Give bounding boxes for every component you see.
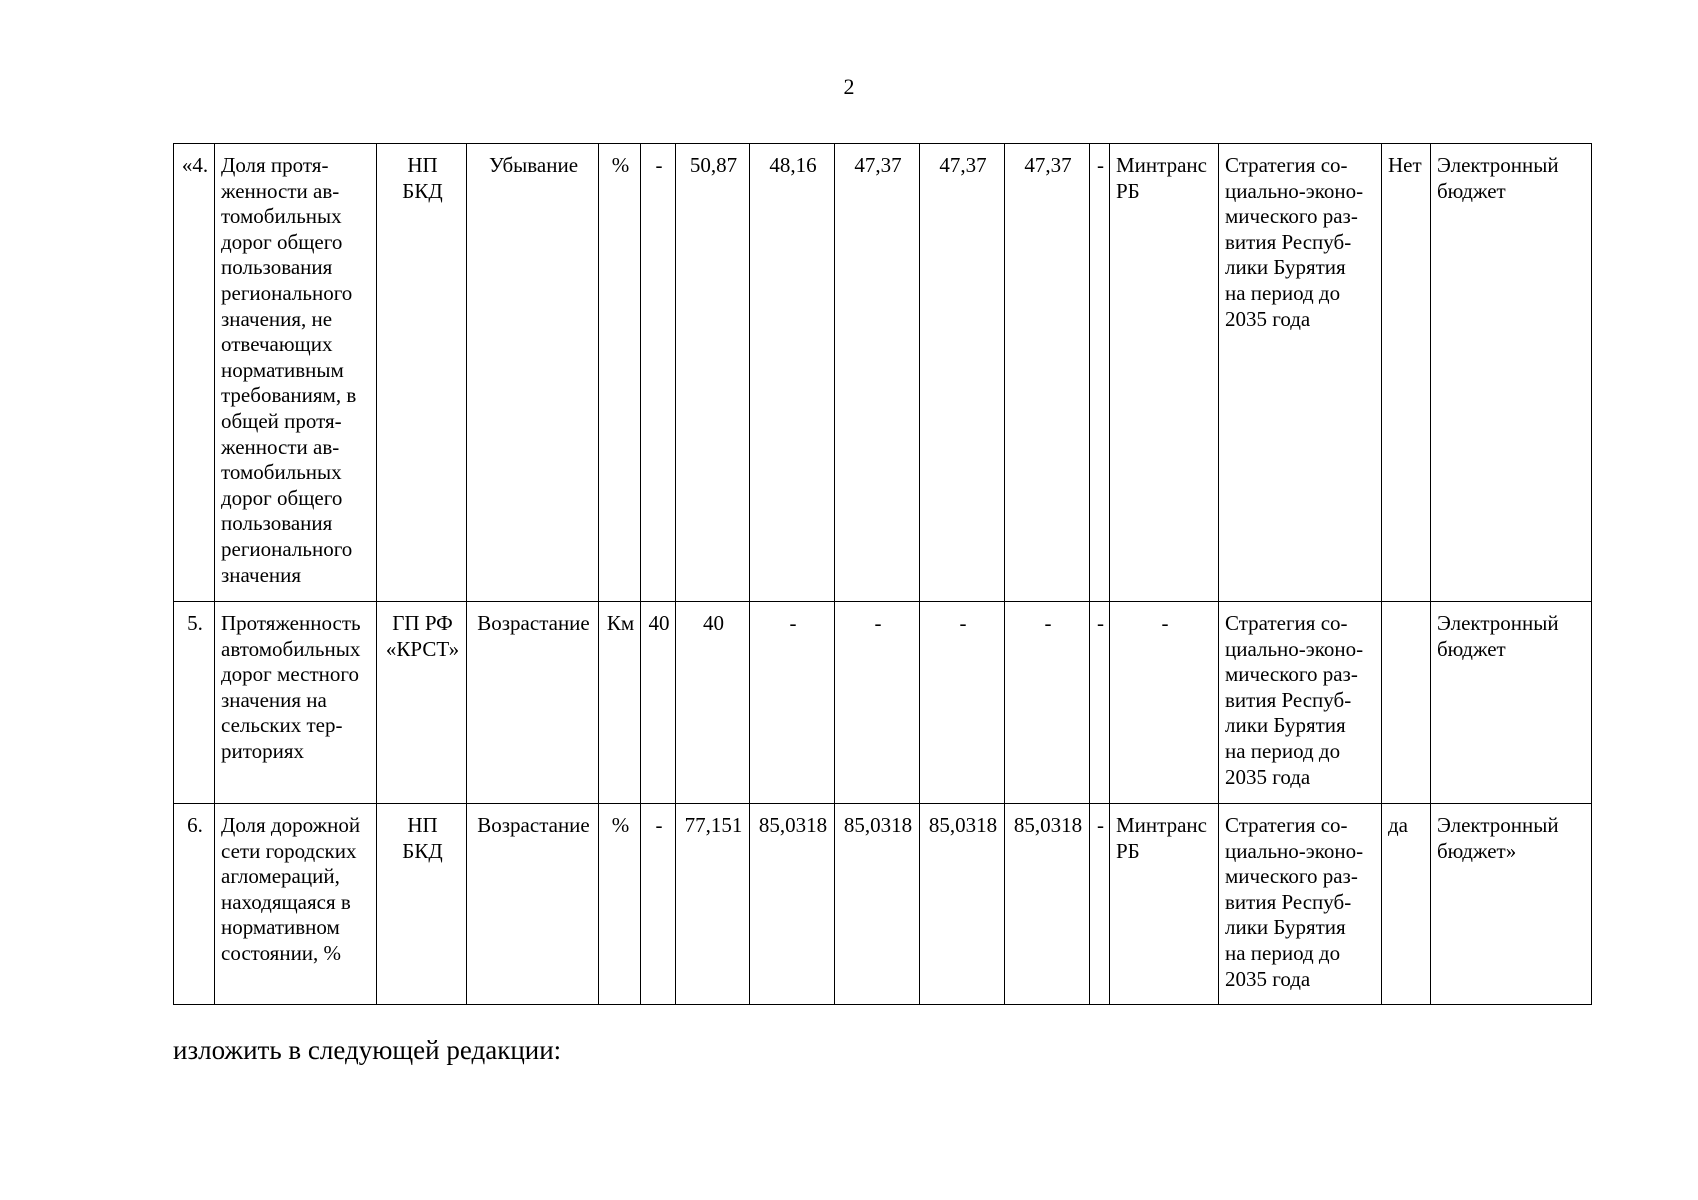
indicator-responsible-text: Минтранс РБ (1116, 153, 1207, 203)
indicator-flag: да (1382, 804, 1431, 1005)
indicator-direction: Убывание (467, 144, 599, 602)
indicator-system (1431, 602, 1592, 804)
indicator-name (215, 602, 377, 804)
indicator-value-6: - (1090, 602, 1110, 804)
indicator-value-1: 77,151 (676, 804, 750, 1005)
indicator-unit: Км (599, 602, 641, 804)
indicator-level-text: ГП РФ «КРСТ» (385, 611, 460, 661)
table-row (174, 602, 1592, 804)
indicator-unit: % (599, 804, 641, 1005)
indicator-value-5: 85,0318 (1005, 804, 1090, 1005)
table-row (174, 144, 1592, 602)
indicator-base: - (641, 804, 676, 1005)
indicator-value-1: 40 (676, 602, 750, 804)
indicator-system-text: Электронный бюджет (1437, 153, 1559, 203)
indicator-responsible (1110, 602, 1219, 804)
indicator-name (215, 804, 377, 1005)
indicator-document (1219, 144, 1382, 602)
indicator-system (1431, 804, 1592, 1005)
indicator-value-6: - (1090, 144, 1110, 602)
indicator-level (377, 144, 467, 602)
indicator-document (1219, 804, 1382, 1005)
indicators-table (173, 143, 1592, 1005)
indicator-base: - (641, 144, 676, 602)
indicator-value-2: 48,16 (750, 144, 835, 602)
indicator-responsible (1110, 144, 1219, 602)
table-row (174, 804, 1592, 1005)
indicator-value-4: - (920, 602, 1005, 804)
indicator-flag: Нет (1382, 144, 1431, 602)
indicator-document-text: Стратегия со- циально-эконо- мического раз- вития Респуб- лики Бурятия на период до 2035 года (1225, 611, 1364, 789)
row-number: «4. (174, 144, 215, 602)
indicator-system-text: Электронный бюджет (1437, 611, 1559, 661)
indicator-name (215, 144, 377, 602)
indicator-responsible-text: - (1161, 611, 1169, 635)
indicator-system (1431, 144, 1592, 602)
page-number: 2 (843, 74, 855, 99)
indicator-level (377, 602, 467, 804)
indicator-responsible-text: Минтранс РБ (1116, 813, 1207, 863)
indicator-document (1219, 602, 1382, 804)
indicator-base: 40 (641, 602, 676, 804)
indicator-document-text: Стратегия со- циально-эконо- мического раз- вития Респуб- лики Бурятия на период до 2035 года (1225, 153, 1364, 331)
indicator-value-3: - (835, 602, 920, 804)
indicator-value-6: - (1090, 804, 1110, 1005)
indicator-system-text: Электронный бюджет» (1437, 813, 1559, 863)
indicator-name-text: Доля дорожной сети городских агломераций, находящаяся в нормативном состоянии, % (221, 813, 361, 965)
indicator-level-text: НП БКД (402, 153, 443, 203)
row-number: 6. (174, 804, 215, 1005)
trailing-instruction: изложить в следующей редакции: (173, 1035, 562, 1065)
indicator-document-text: Стратегия со- циально-эконо- мического раз- вития Респуб- лики Бурятия на период до 2035 года (1225, 813, 1364, 991)
indicator-value-3: 47,37 (835, 144, 920, 602)
indicator-direction: Возрастание (467, 602, 599, 804)
indicator-value-5: 47,37 (1005, 144, 1090, 602)
indicator-value-2: 85,0318 (750, 804, 835, 1005)
indicator-level-text: НП БКД (402, 813, 443, 863)
indicator-value-3: 85,0318 (835, 804, 920, 1005)
indicator-responsible (1110, 804, 1219, 1005)
indicator-value-1: 50,87 (676, 144, 750, 602)
row-number: 5. (174, 602, 215, 804)
indicator-flag (1382, 602, 1431, 804)
indicator-value-5: - (1005, 602, 1090, 804)
indicator-unit: % (599, 144, 641, 602)
indicator-level (377, 804, 467, 1005)
indicator-value-2: - (750, 602, 835, 804)
indicator-value-4: 47,37 (920, 144, 1005, 602)
indicator-name-text: Протяженность автомобильных дорог местного значения на сельских тер- риториях (221, 611, 361, 763)
indicator-direction: Возрастание (467, 804, 599, 1005)
indicator-value-4: 85,0318 (920, 804, 1005, 1005)
indicator-name-text: Доля протя- женности ав- томобильных дорог общего пользования регионального значения, не отвечающих нормативным требованиям, в общей протя- женности ав- томобильных дорог общего пользования регионального значения (221, 153, 357, 587)
